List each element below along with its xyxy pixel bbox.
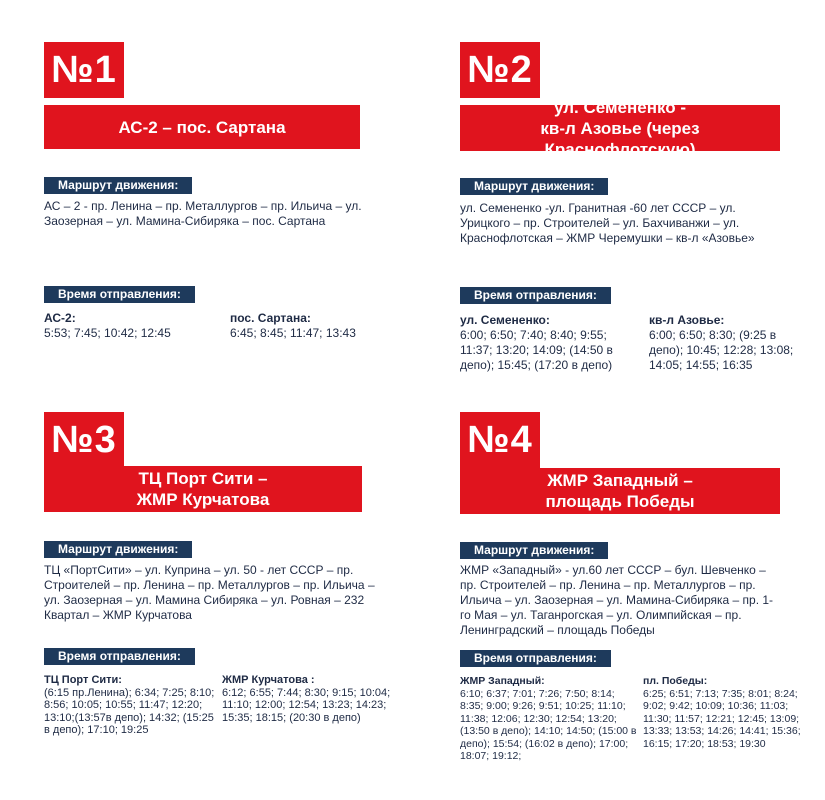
route-1-stop-1: АС-2: [44, 311, 76, 325]
route-2-number: №2 [460, 42, 540, 98]
route-3-title-line-2: ЖМР Курчатова [136, 490, 270, 509]
route-1-stop-2: пос. Сартана: [230, 311, 311, 325]
route-1-route-text: АС – 2 - пр. Ленина – пр. Металлургов – пр. Ильича – ул. Заозерная – ул. Мамина-Сибиряка – пос. Сартана [44, 199, 362, 228]
route-3-route-text: ТЦ «ПортСити» – ул. Куприна – ул. 50 - лет СССР – пр. Строителей – пр. Ленина – пр. Металлургов – пр. Ильича – ул. Заозерная – ул. Мамина Сибиряка – ул. Ровная – 232 Квартал – ЖМР Курчатова [44, 563, 375, 622]
route-4-title-line-2: площадь Победы [545, 492, 695, 511]
route-3-title [44, 466, 362, 512]
route-4-times-1: 6:10; 6:37; 7:01; 7:26; 7:50; 8:14; 8:35; 9:00; 9:26; 9:51; 10:25; 11:10; 11:38; 12:06; 12:30; 12:54; 13:20; (13:50 в депо); 14:10; 14:50; (15:00 в депо); 15:54; (16:02 в депо); 17:00; 18:07; 19:12; [460, 687, 637, 762]
route-1-column-1 [44, 311, 219, 341]
route-1-title-line-1: АС-2 – пос. Сартана [118, 117, 286, 137]
route-3-title-line-1: ТЦ Порт Сити – [138, 469, 268, 488]
route-4-route-text: ЖМР «Западный» - ул.60 лет СССР – бул. Шевченко – пр. Строителей – пр. Ленина – пр. Металлургов – пр. Ильича – ул. Заозерная – ул. Мамина-Сибиряка – пр. 1-го Мая – ул. Таганрогская – ул. Олимпийская – пр. Ленинградский – площадь Победы [460, 563, 774, 637]
route-2-route-text: ул. Семененко -ул. Гранитная -60 лет СССР – ул. Урицкого – пр. Строителей – ул. Бахчиванжи – ул. Краснофлотская – ЖМР Черемушки – кв-л «Азовье» [460, 201, 755, 245]
route-4-stop-1: ЖМР Западный: [460, 675, 545, 687]
route-1-time-label: Время отправления: [44, 286, 195, 303]
route-2-route-label: Маршрут движения: [460, 178, 608, 195]
route-1-column-2 [230, 311, 410, 341]
route-3-stop-1: ТЦ Порт Сити: [44, 674, 122, 686]
route-2-times-2: 6:00; 6:50; 8:30; (9:25 в депо); 10:45; 12:28; 13:08; 14:05; 14:55; 16:35 [649, 328, 794, 372]
route-4-column-1 [460, 675, 638, 763]
route-2-title [460, 97, 780, 159]
route-3-column-2 [222, 674, 397, 724]
route-2-stop-2: кв-л Азовье: [649, 313, 725, 327]
route-2-stop-1: ул. Семененко: [460, 313, 550, 327]
route-1-title [44, 105, 360, 149]
route-4-route-label: Маршрут движения: [460, 542, 608, 559]
route-2-time-label: Время отправления: [460, 287, 611, 304]
route-4-title [460, 468, 780, 514]
route-1-number: №1 [44, 42, 124, 98]
route-3-number: №3 [44, 412, 124, 468]
route-3-times-1: (6:15 пр.Ленина); 6:34; 7:25; 8:10; 8:56; 10:05; 10:55; 11:47; 12:20; 13:10;(13:57в депо); 14:32; (15:25 в депо); 17:10; 19:25 [44, 686, 215, 736]
route-2-times-1: 6:00; 6:50; 7:40; 8:40; 9:55; 11:37; 13:20; 14:09; (14:50 в депо); 15:45; (17:20 в депо) [460, 328, 613, 372]
route-2-column-1 [460, 313, 620, 373]
route-3-time-label: Время отправления: [44, 648, 195, 665]
route-2-column-2 [649, 313, 799, 373]
route-4-title-line-1: ЖМР Западный – [547, 471, 693, 490]
route-1-times-1: 5:53; 7:45; 10:42; 12:45 [44, 326, 171, 340]
route-4-stop-2: пл. Победы: [643, 675, 708, 687]
route-4-column-2 [643, 675, 813, 750]
route-3-route-label: Маршрут движения: [44, 541, 192, 558]
route-3-stop-2: ЖМР Курчатова : [222, 674, 315, 686]
route-4-time-label: Время отправления: [460, 650, 611, 667]
route-3-times-2: 6:12; 6:55; 7:44; 8:30; 9:15; 10:04; 11:10; 12:00; 12:54; 13:23; 14:23; 15:35; 18:15; (20:30 в депо) [222, 686, 391, 724]
route-3-column-1 [44, 674, 216, 737]
route-4-number: №4 [460, 412, 540, 468]
route-1-times-2: 6:45; 8:45; 11:47; 13:43 [230, 326, 356, 340]
route-4-times-2: 6:25; 6:51; 7:13; 7:35; 8:01; 8:24; 9:02; 9:42; 10:09; 10:36; 11:03; 11:30; 11:57; 12:21; 12:45; 13:09; 13:33; 13:53; 14:26; 14:41; 15:36; 16:15; 17:20; 18:53; 19:30 [643, 687, 801, 750]
route-1-route-label: Маршрут движения: [44, 177, 192, 194]
route-2-title-line-1: ул. Семененко - [553, 97, 687, 117]
route-2-title-line-2: кв-л Азовье (через Краснофлотскую) [540, 118, 700, 159]
